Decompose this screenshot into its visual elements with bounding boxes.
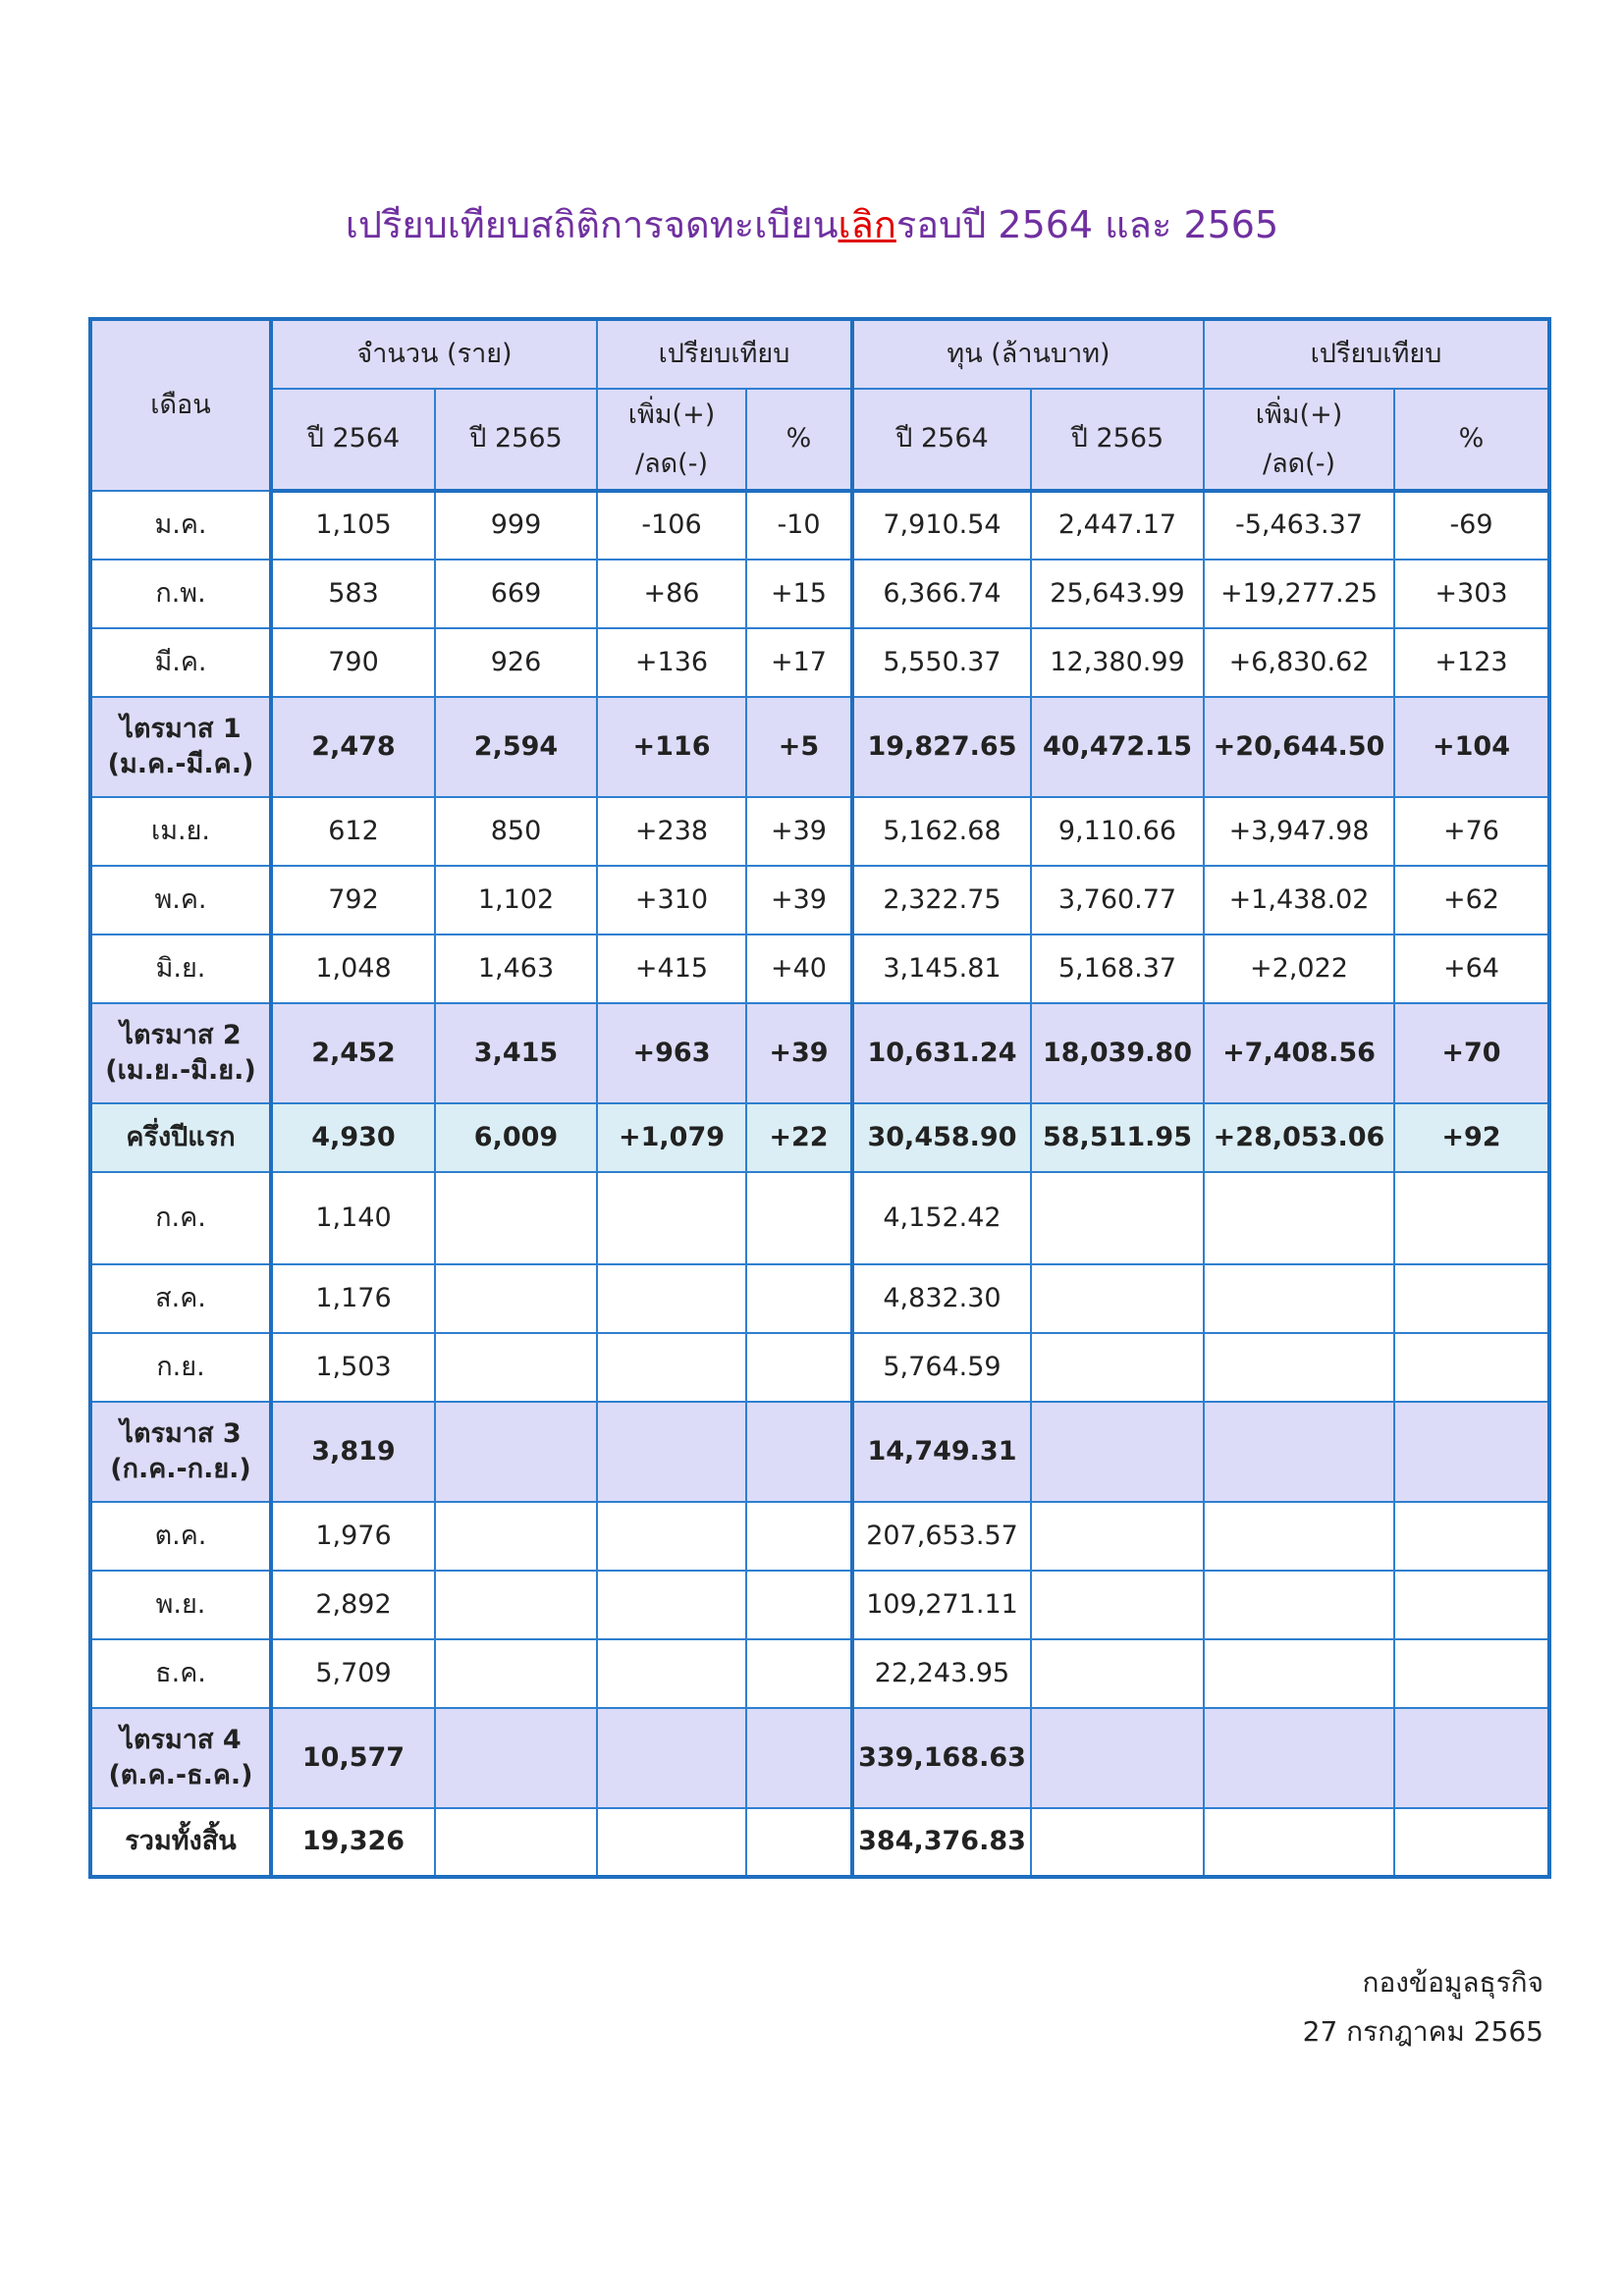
cell-count-2565: 926	[435, 628, 597, 697]
cell-count-2565	[435, 1808, 597, 1877]
row-label	[90, 1502, 271, 1571]
row-label-line: (ก.ค.-ก.ย.)	[110, 1454, 251, 1484]
row-label	[90, 1003, 271, 1103]
row-label	[90, 697, 271, 797]
cell-capital-diff: +20,644.50	[1204, 697, 1394, 797]
cell-capital-pct: +70	[1394, 1003, 1549, 1103]
cell-count-diff: +415	[597, 934, 746, 1003]
table-row	[90, 1264, 1549, 1333]
table-row	[90, 628, 1549, 697]
cell-capital-diff	[1204, 1639, 1394, 1708]
cell-count-2565	[435, 1402, 597, 1502]
cell-count-pct	[746, 1808, 852, 1877]
cell-capital-2564: 5,550.37	[852, 628, 1031, 697]
cell-capital-2565	[1031, 1808, 1204, 1877]
cell-count-2565: 3,415	[435, 1003, 597, 1103]
cell-count-2564: 1,976	[271, 1502, 435, 1571]
cell-count-2564: 3,819	[271, 1402, 435, 1502]
cell-count-2564: 792	[271, 866, 435, 934]
cell-capital-2564: 6,366.74	[852, 560, 1031, 628]
table-row	[90, 491, 1549, 560]
row-label	[90, 1172, 271, 1264]
cell-count-pct: +39	[746, 797, 852, 866]
row-label-line: (เม.ย.-มิ.ย.)	[105, 1055, 256, 1086]
table-row	[90, 866, 1549, 934]
cell-count-2564: 2,452	[271, 1003, 435, 1103]
cell-count-pct: -10	[746, 491, 852, 560]
cell-count-diff	[597, 1808, 746, 1877]
subheader-line: %	[1458, 423, 1485, 454]
row-label-line: ไตรมาส 2	[120, 1019, 242, 1050]
row-label	[90, 1571, 271, 1639]
row-label	[90, 1639, 271, 1708]
cell-capital-2565	[1031, 1502, 1204, 1571]
subheader-line: เพิ่ม(+)	[1255, 399, 1343, 430]
cell-count-2565	[435, 1264, 597, 1333]
row-label-line: พ.ย.	[155, 1588, 206, 1620]
table-row	[90, 797, 1549, 866]
cell-count-2565	[435, 1571, 597, 1639]
cell-capital-2564: 19,827.65	[852, 697, 1031, 797]
header-capital-group: ทุน (ล้านบาท)	[852, 319, 1204, 389]
cell-count-diff: +116	[597, 697, 746, 797]
cell-capital-pct	[1394, 1808, 1549, 1877]
cell-capital-pct: +62	[1394, 866, 1549, 934]
cell-capital-diff	[1204, 1502, 1394, 1571]
cell-count-diff: +238	[597, 797, 746, 866]
cell-count-2564: 19,326	[271, 1808, 435, 1877]
header-compare-count: เปรียบเทียบ	[597, 319, 852, 389]
subheader-line: %	[785, 423, 812, 454]
row-label	[90, 1708, 271, 1808]
cell-capital-pct	[1394, 1571, 1549, 1639]
cell-count-2564: 1,503	[271, 1333, 435, 1402]
cell-capital-diff: +3,947.98	[1204, 797, 1394, 866]
table-row	[90, 1808, 1549, 1877]
page-title	[0, 194, 1624, 254]
cell-capital-2565: 2,447.17	[1031, 491, 1204, 560]
cell-count-diff	[597, 1264, 746, 1333]
table-row	[90, 1571, 1549, 1639]
cell-capital-2565: 3,760.77	[1031, 866, 1204, 934]
row-label-line: พ.ค.	[154, 883, 207, 915]
cell-capital-2565	[1031, 1708, 1204, 1808]
cell-count-2565: 6,009	[435, 1103, 597, 1172]
table-row	[90, 1402, 1549, 1502]
row-label-line: ม.ค.	[154, 508, 207, 540]
cell-capital-pct	[1394, 1639, 1549, 1708]
table-row	[90, 1103, 1549, 1172]
cell-count-diff: +310	[597, 866, 746, 934]
cell-count-2565	[435, 1708, 597, 1808]
table-row	[90, 697, 1549, 797]
row-label-line: (ต.ค.-ธ.ค.)	[108, 1760, 253, 1790]
title-suffix: รอบปี 2564 และ 2565	[895, 203, 1279, 246]
row-label	[90, 491, 271, 560]
cell-capital-2564: 4,832.30	[852, 1264, 1031, 1333]
cell-capital-2565	[1031, 1402, 1204, 1502]
table-row	[90, 1333, 1549, 1402]
cell-count-diff	[597, 1571, 746, 1639]
cell-count-2564: 790	[271, 628, 435, 697]
row-label-line: รวมทั้งสิ้น	[125, 1826, 237, 1857]
cell-capital-diff	[1204, 1333, 1394, 1402]
cell-capital-2565: 25,643.99	[1031, 560, 1204, 628]
row-label-line: ธ.ค.	[155, 1657, 206, 1688]
cell-capital-2564: 4,152.42	[852, 1172, 1031, 1264]
cell-capital-2564: 2,322.75	[852, 866, 1031, 934]
subheader-count-2565	[435, 389, 597, 491]
row-label-line: ครึ่งปีแรก	[126, 1121, 236, 1152]
cell-capital-diff: -5,463.37	[1204, 491, 1394, 560]
cell-count-diff: +1,079	[597, 1103, 746, 1172]
header-month: เดือน	[90, 319, 271, 491]
cell-count-2564: 4,930	[271, 1103, 435, 1172]
subheader-line: ปี 2565	[469, 423, 563, 454]
cell-count-2565: 2,594	[435, 697, 597, 797]
cell-capital-diff	[1204, 1402, 1394, 1502]
cell-capital-pct	[1394, 1172, 1549, 1264]
table-row	[90, 934, 1549, 1003]
subheader-line: ปี 2565	[1070, 423, 1164, 454]
row-label	[90, 1103, 271, 1172]
table-row	[90, 560, 1549, 628]
cell-capital-2564: 30,458.90	[852, 1103, 1031, 1172]
table-row	[90, 1502, 1549, 1571]
cell-capital-2565	[1031, 1333, 1204, 1402]
subheader-line: ปี 2564	[895, 423, 989, 454]
row-label	[90, 797, 271, 866]
cell-count-pct	[746, 1402, 852, 1502]
cell-count-pct	[746, 1333, 852, 1402]
cell-capital-diff	[1204, 1808, 1394, 1877]
cell-count-2565	[435, 1333, 597, 1402]
cell-count-pct	[746, 1502, 852, 1571]
cell-count-2564: 1,176	[271, 1264, 435, 1333]
cell-count-diff	[597, 1502, 746, 1571]
cell-capital-diff	[1204, 1264, 1394, 1333]
cell-capital-diff: +19,277.25	[1204, 560, 1394, 628]
cell-count-2564: 1,048	[271, 934, 435, 1003]
cell-count-diff	[597, 1402, 746, 1502]
row-label	[90, 628, 271, 697]
cell-capital-diff	[1204, 1571, 1394, 1639]
subheader-line: /ลด(-)	[635, 448, 708, 479]
cell-capital-2565	[1031, 1639, 1204, 1708]
row-label-line: ไตรมาส 4	[120, 1724, 242, 1755]
row-label-line: ก.ย.	[156, 1351, 205, 1382]
cell-capital-2564: 3,145.81	[852, 934, 1031, 1003]
title-highlight: เลิก	[838, 203, 896, 246]
cell-capital-pct	[1394, 1708, 1549, 1808]
footer-date: 27 กรกฎาคม 2565	[1302, 2015, 1543, 2048]
cell-capital-pct	[1394, 1333, 1549, 1402]
cell-count-diff	[597, 1333, 746, 1402]
cell-capital-2564: 109,271.11	[852, 1571, 1031, 1639]
cell-capital-diff	[1204, 1172, 1394, 1264]
cell-capital-pct: +123	[1394, 628, 1549, 697]
row-label-line: เม.ย.	[150, 815, 210, 846]
row-label-line: (ม.ค.-มี.ค.)	[107, 749, 254, 779]
cell-capital-pct	[1394, 1502, 1549, 1571]
cell-count-diff	[597, 1708, 746, 1808]
cell-count-2565	[435, 1639, 597, 1708]
cell-count-2564: 612	[271, 797, 435, 866]
cell-capital-2565: 18,039.80	[1031, 1003, 1204, 1103]
row-label	[90, 560, 271, 628]
cell-capital-pct: +303	[1394, 560, 1549, 628]
cell-count-diff: +86	[597, 560, 746, 628]
cell-count-2565: 669	[435, 560, 597, 628]
row-label	[90, 1402, 271, 1502]
cell-count-2564: 1,105	[271, 491, 435, 560]
subheader-capital-2565	[1031, 389, 1204, 491]
subheader-line: /ลด(-)	[1263, 448, 1335, 479]
cell-capital-2565	[1031, 1264, 1204, 1333]
cell-capital-diff: +28,053.06	[1204, 1103, 1394, 1172]
cell-count-2565: 1,463	[435, 934, 597, 1003]
cell-capital-2564: 5,764.59	[852, 1333, 1031, 1402]
cell-capital-2564: 384,376.83	[852, 1808, 1031, 1877]
subheader-count-pct	[746, 389, 852, 491]
cell-capital-2565	[1031, 1172, 1204, 1264]
row-label	[90, 1264, 271, 1333]
cell-count-2565: 999	[435, 491, 597, 560]
cell-count-2564: 2,478	[271, 697, 435, 797]
cell-count-2564: 2,892	[271, 1571, 435, 1639]
cell-count-diff: -106	[597, 491, 746, 560]
cell-count-pct: +15	[746, 560, 852, 628]
subheader-count-diff	[597, 389, 746, 491]
cell-count-2565: 1,102	[435, 866, 597, 934]
row-label	[90, 866, 271, 934]
cell-count-pct: +17	[746, 628, 852, 697]
header-compare-capital: เปรียบเทียบ	[1204, 319, 1549, 389]
subheader-capital-pct	[1394, 389, 1549, 491]
row-label	[90, 1333, 271, 1402]
row-label-line: ไตรมาส 1	[120, 713, 242, 744]
cell-capital-2564: 5,162.68	[852, 797, 1031, 866]
cell-count-pct: +39	[746, 1003, 852, 1103]
cell-capital-diff: +1,438.02	[1204, 866, 1394, 934]
cell-capital-pct	[1394, 1402, 1549, 1502]
cell-count-pct	[746, 1172, 852, 1264]
cell-count-2565	[435, 1172, 597, 1264]
cell-count-diff	[597, 1172, 746, 1264]
cell-count-diff: +963	[597, 1003, 746, 1103]
cell-capital-2564: 207,653.57	[852, 1502, 1031, 1571]
subheader-line: เพิ่ม(+)	[627, 399, 716, 430]
cell-count-pct	[746, 1639, 852, 1708]
subheader-capital-diff	[1204, 389, 1394, 491]
cell-capital-pct: +76	[1394, 797, 1549, 866]
cell-count-pct: +5	[746, 697, 852, 797]
cell-count-pct: +40	[746, 934, 852, 1003]
cell-capital-2565: 40,472.15	[1031, 697, 1204, 797]
cell-capital-2565	[1031, 1571, 1204, 1639]
cell-count-diff	[597, 1639, 746, 1708]
footer	[1303, 1958, 1543, 2056]
row-label-line: ก.พ.	[155, 577, 206, 609]
row-label	[90, 934, 271, 1003]
title-prefix: เปรียบเทียบสถิติการจดทะเบียน	[345, 203, 839, 246]
cell-count-diff: +136	[597, 628, 746, 697]
cell-capital-pct: -69	[1394, 491, 1549, 560]
statistics-table	[88, 317, 1551, 1879]
subheader-line: ปี 2564	[306, 423, 401, 454]
cell-capital-2565: 9,110.66	[1031, 797, 1204, 866]
cell-capital-2564: 14,749.31	[852, 1402, 1031, 1502]
row-label	[90, 1808, 271, 1877]
row-label-line: ส.ค.	[155, 1282, 206, 1313]
cell-count-pct: +39	[746, 866, 852, 934]
row-label-line: ก.ค.	[155, 1201, 206, 1233]
row-label-line: มิ.ย.	[155, 952, 206, 984]
cell-capital-2565: 58,511.95	[1031, 1103, 1204, 1172]
cell-capital-pct: +64	[1394, 934, 1549, 1003]
cell-count-2564: 583	[271, 560, 435, 628]
subheader-capital-2564	[852, 389, 1031, 491]
table-row	[90, 1708, 1549, 1808]
cell-capital-diff: +6,830.62	[1204, 628, 1394, 697]
row-label-line: ไตรมาส 3	[120, 1417, 242, 1449]
cell-count-2564: 10,577	[271, 1708, 435, 1808]
cell-capital-2564: 339,168.63	[852, 1708, 1031, 1808]
subheader-count-2564	[271, 389, 435, 491]
footer-org: กองข้อมูลธุรกิจ	[1362, 1966, 1543, 1999]
cell-capital-2564: 10,631.24	[852, 1003, 1031, 1103]
cell-count-pct: +22	[746, 1103, 852, 1172]
cell-capital-2564: 22,243.95	[852, 1639, 1031, 1708]
cell-capital-pct: +104	[1394, 697, 1549, 797]
cell-count-pct	[746, 1708, 852, 1808]
cell-capital-pct: +92	[1394, 1103, 1549, 1172]
cell-capital-pct	[1394, 1264, 1549, 1333]
cell-capital-diff: +2,022	[1204, 934, 1394, 1003]
cell-count-2565	[435, 1502, 597, 1571]
table-row	[90, 1639, 1549, 1708]
cell-capital-diff: +7,408.56	[1204, 1003, 1394, 1103]
cell-capital-diff	[1204, 1708, 1394, 1808]
cell-count-2564: 1,140	[271, 1172, 435, 1264]
cell-count-pct	[746, 1571, 852, 1639]
cell-capital-2564: 7,910.54	[852, 491, 1031, 560]
table-row	[90, 1172, 1549, 1264]
cell-count-pct	[746, 1264, 852, 1333]
table-row	[90, 1003, 1549, 1103]
row-label-line: ต.ค.	[154, 1520, 207, 1551]
cell-count-2564: 5,709	[271, 1639, 435, 1708]
cell-capital-2565: 5,168.37	[1031, 934, 1204, 1003]
row-label-line: มี.ค.	[154, 646, 207, 677]
cell-count-2565: 850	[435, 797, 597, 866]
header-count-group: จำนวน (ราย)	[271, 319, 597, 389]
cell-capital-2565: 12,380.99	[1031, 628, 1204, 697]
